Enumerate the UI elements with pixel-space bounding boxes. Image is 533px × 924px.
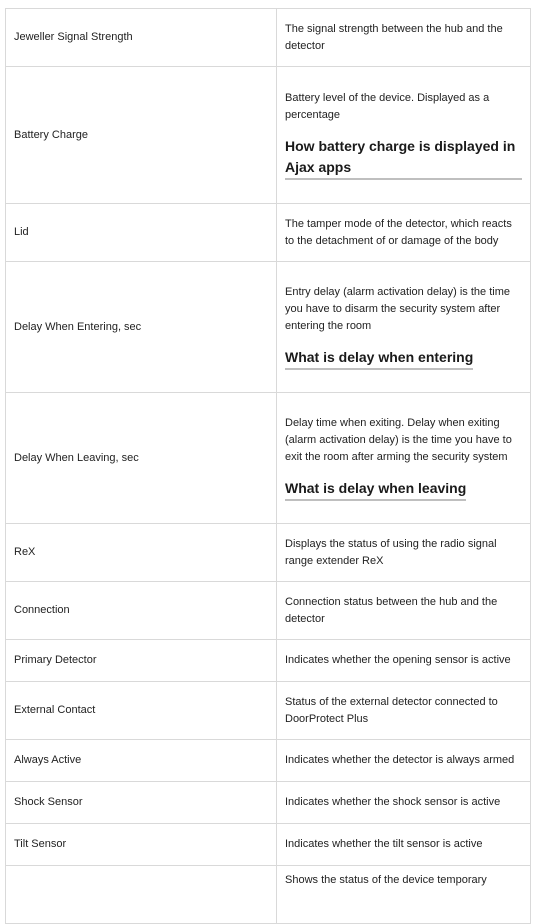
parameter-description (277, 740, 531, 782)
parameter-name: Delay When Leaving, sec (6, 393, 277, 524)
table-row (6, 582, 531, 640)
parameter-name: Primary Detector (6, 640, 277, 682)
table-row (6, 682, 531, 740)
description-text: Battery level of the device. Displayed as a percentage (285, 92, 490, 121)
parameter-name: Delay When Entering, sec (6, 262, 277, 393)
table-row (6, 9, 531, 67)
description-text: Status of the external detector connected to DoorProtect Plus (285, 695, 498, 725)
table-row (6, 640, 531, 682)
description-text: The tamper mode of the detector, which reacts to the detachment of or damage of the body (285, 217, 512, 247)
parameter-name: ReX (6, 524, 277, 582)
description-text: Delay time when exiting. Delay when exiting (alarm activation delay) is the time you have to exit the room after arming the security system (285, 417, 512, 463)
description-text: Indicates whether the opening sensor is active (285, 654, 511, 666)
table-row (6, 524, 531, 582)
parameter-description (277, 782, 531, 824)
parameter-description (277, 524, 531, 582)
parameter-description (277, 393, 531, 524)
description-text: Indicates whether the detector is always armed (285, 754, 515, 766)
parameter-name: Connection (6, 582, 277, 640)
parameter-description (277, 262, 531, 393)
parameter-name: Tilt Sensor (6, 824, 277, 866)
description-text: Indicates whether the shock sensor is active (285, 796, 501, 808)
description-text: The signal strength between the hub and the detector (285, 22, 503, 52)
battery-charge-help-link[interactable]: How battery charge is displayed in Ajax apps (285, 136, 522, 180)
parameter-description (277, 204, 531, 262)
parameter-description (277, 824, 531, 866)
parameter-description (277, 682, 531, 740)
parameter-name: Shock Sensor (6, 782, 277, 824)
table-row (6, 204, 531, 262)
description-text: Displays the status of using the radio signal range extender ReX (285, 537, 497, 567)
parameter-description (277, 67, 531, 204)
table-row (6, 262, 531, 393)
parameters-table (5, 8, 531, 924)
entry-delay-help-link[interactable]: What is delay when entering (285, 347, 473, 370)
parameter-name: External Contact (6, 682, 277, 740)
parameter-name (6, 866, 277, 924)
table-row (6, 824, 531, 866)
parameter-description (277, 866, 531, 924)
table-row (6, 67, 531, 204)
parameter-name: Lid (6, 204, 277, 262)
description-text: Entry delay (alarm activation delay) is the time you have to disarm the security system after entering the room (285, 286, 510, 332)
description-text: Indicates whether the tilt sensor is active (285, 838, 483, 850)
table-row (6, 740, 531, 782)
parameter-description (277, 582, 531, 640)
parameter-name: Battery Charge (6, 67, 277, 204)
parameter-description (277, 640, 531, 682)
table-row (6, 393, 531, 524)
parameter-name: Always Active (6, 740, 277, 782)
description-text: Connection status between the hub and the detector (285, 595, 498, 625)
parameter-description (277, 9, 531, 67)
parameter-name: Jeweller Signal Strength (6, 9, 277, 67)
exit-delay-help-link[interactable]: What is delay when leaving (285, 478, 466, 501)
table-row (6, 782, 531, 824)
table-row (6, 866, 531, 924)
description-text: Shows the status of the device temporary (285, 874, 487, 886)
